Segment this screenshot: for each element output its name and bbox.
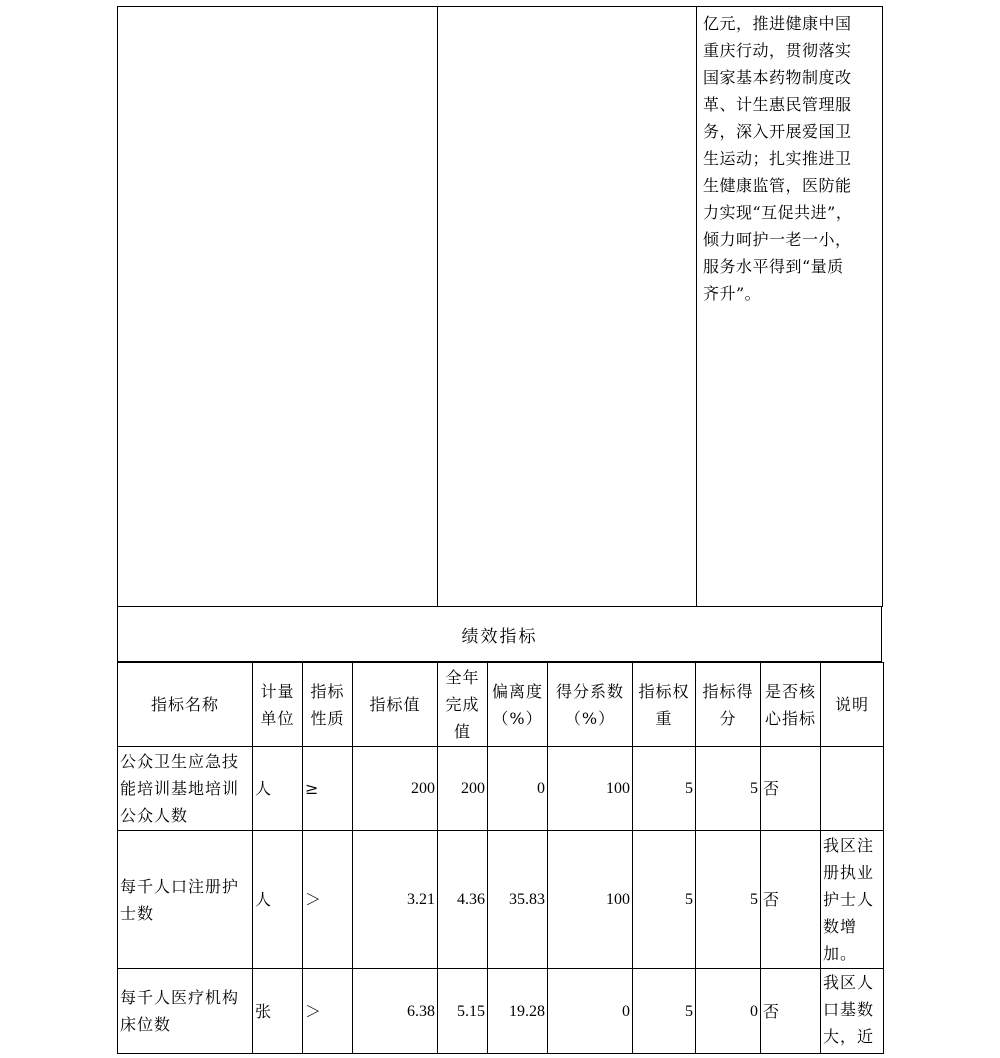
metric-target: 200 <box>353 747 438 831</box>
empty-cell-left <box>118 7 438 607</box>
metric-weight: 5 <box>633 747 696 831</box>
table-row <box>118 831 884 969</box>
table-row <box>118 969 884 1054</box>
metric-note: 我区人 口基数 大，近 <box>821 969 884 1054</box>
metric-unit: 人 <box>253 747 303 831</box>
performance-section-title: 绩效指标 <box>117 607 882 662</box>
metric-actual: 4.36 <box>438 831 488 969</box>
metric-note <box>821 747 884 831</box>
header-note: 说明 <box>821 663 884 747</box>
metric-nature: ＞ <box>303 969 353 1054</box>
header-nature: 指标 性质 <box>303 663 353 747</box>
header-row <box>118 663 884 747</box>
metric-coefficient: 100 <box>548 747 633 831</box>
header-deviation: 偏离度 （%） <box>488 663 548 747</box>
description-text: 亿元，推进健康中国 重庆行动，贯彻落实 国家基本药物制度改 革、计生惠民管理服 务，深入开展爱国卫 生运动；扎实推进卫 生健康监管，医防能 力实现“互促共进”， 倾力呵护一老一小， 服务水平得到“量质 齐升”。 <box>697 7 883 607</box>
metric-coefficient: 100 <box>548 831 633 969</box>
metric-core: 否 <box>761 831 821 969</box>
header-name: 指标名称 <box>118 663 253 747</box>
table-row <box>118 747 884 831</box>
metric-name: 每千人医疗机构 床位数 <box>118 969 253 1054</box>
header-target: 指标值 <box>353 663 438 747</box>
metric-unit: 张 <box>253 969 303 1054</box>
metric-target: 3.21 <box>353 831 438 969</box>
metric-nature: ＞ <box>303 831 353 969</box>
metric-name: 每千人口注册护 士数 <box>118 831 253 969</box>
metric-deviation: 35.83 <box>488 831 548 969</box>
header-coefficient: 得分系数 （%） <box>548 663 633 747</box>
upper-content-row <box>118 7 883 607</box>
header-score: 指标得 分 <box>696 663 761 747</box>
metric-deviation: 0 <box>488 747 548 831</box>
metric-name: 公众卫生应急技 能培训基地培训 公众人数 <box>118 747 253 831</box>
empty-cell-middle <box>438 7 697 607</box>
metric-actual: 5.15 <box>438 969 488 1054</box>
upper-content-table <box>117 6 883 607</box>
metric-actual: 200 <box>438 747 488 831</box>
metric-score: 5 <box>696 831 761 969</box>
header-weight: 指标权 重 <box>633 663 696 747</box>
metric-target: 6.38 <box>353 969 438 1054</box>
metric-score: 5 <box>696 747 761 831</box>
metric-core: 否 <box>761 969 821 1054</box>
header-actual: 全年 完成 值 <box>438 663 488 747</box>
performance-metrics-table <box>117 662 884 1054</box>
metric-score: 0 <box>696 969 761 1054</box>
metric-unit: 人 <box>253 831 303 969</box>
header-unit: 计量 单位 <box>253 663 303 747</box>
header-core: 是否核 心指标 <box>761 663 821 747</box>
metric-nature: ≥ <box>303 747 353 831</box>
metric-weight: 5 <box>633 831 696 969</box>
metric-deviation: 19.28 <box>488 969 548 1054</box>
metric-weight: 5 <box>633 969 696 1054</box>
metric-coefficient: 0 <box>548 969 633 1054</box>
metric-core: 否 <box>761 747 821 831</box>
metric-note: 我区注 册执业 护士人 数增 加。 <box>821 831 884 969</box>
